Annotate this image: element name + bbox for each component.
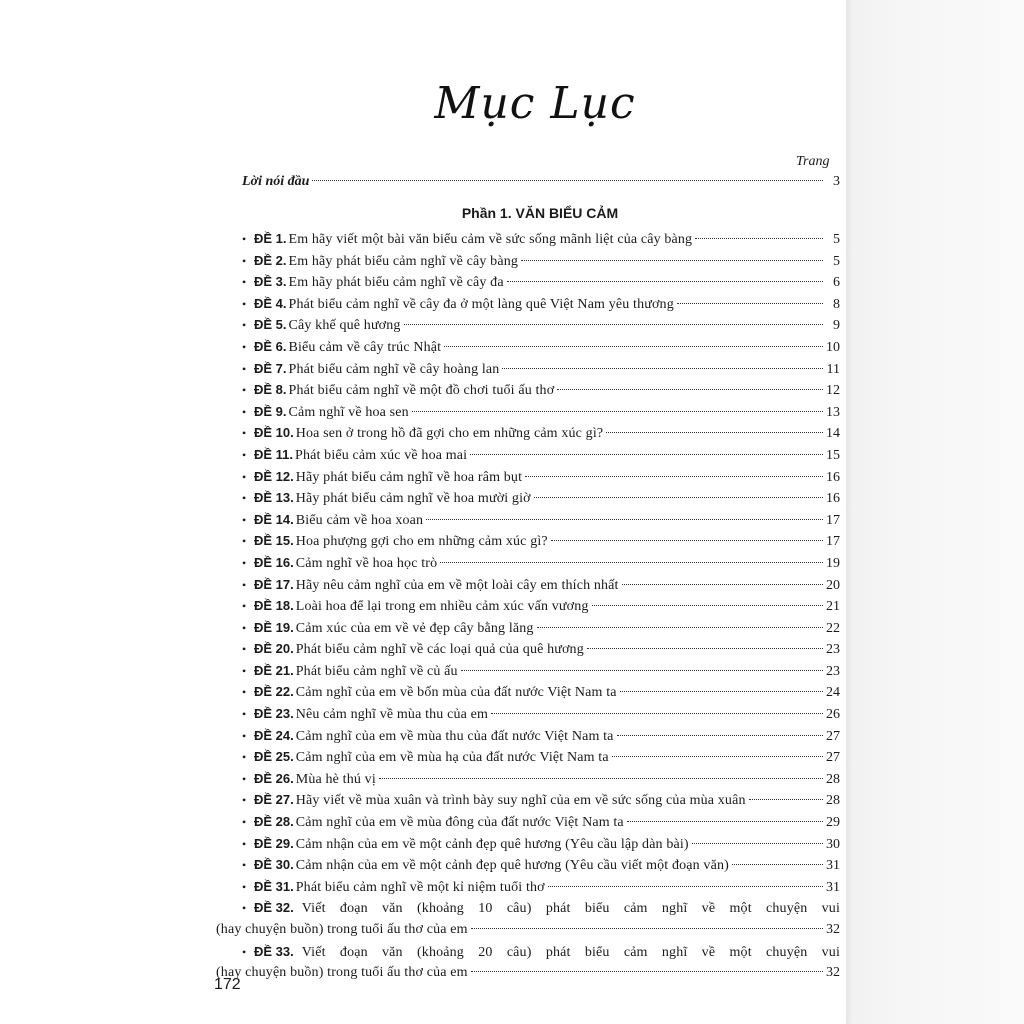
entry-page: 27 <box>826 728 840 744</box>
page-number: 172 <box>214 976 241 993</box>
toc-entry <box>214 466 840 488</box>
entry-page: 11 <box>826 361 840 377</box>
dot-leader <box>548 886 823 887</box>
bullet-icon: • <box>242 836 247 851</box>
entry-label: ĐỀ 2. <box>254 252 287 268</box>
dot-leader <box>525 476 823 477</box>
toc-entry <box>214 552 840 574</box>
toc-entry <box>214 271 840 293</box>
toc-entry <box>214 314 840 336</box>
bullet-icon: • <box>242 296 247 311</box>
entry-text-line1: Viết đoạn văn (khoảng 10 câu) phát biểu cảm nghĩ về một chuyện vui <box>301 901 840 917</box>
entry-label: ĐỀ 26. <box>254 770 294 786</box>
entry-label: ĐỀ 4. <box>254 295 287 311</box>
dot-leader <box>412 411 823 412</box>
intro-label: Lời nói đầu <box>242 174 310 189</box>
entry-label: ĐỀ 21. <box>254 662 294 678</box>
bullet-icon: • <box>242 707 247 722</box>
entry-text: Hãy phát biểu cảm nghĩ về hoa râm bụt <box>295 469 523 485</box>
toc-entry <box>214 854 840 876</box>
toc-entry <box>214 725 840 747</box>
toc-entry <box>214 681 840 703</box>
toc-entry <box>214 293 840 315</box>
dot-leader <box>622 584 823 585</box>
dot-leader <box>617 735 823 736</box>
dot-leader <box>491 713 823 714</box>
entry-page: 30 <box>826 836 840 852</box>
bullet-icon: • <box>242 253 247 268</box>
toc-entry <box>214 574 840 596</box>
toc-entry <box>214 595 840 617</box>
entry-text: Em hãy phát biểu cảm nghĩ về cây bàng <box>288 253 518 269</box>
entry-text: Biểu cảm về hoa xoan <box>295 512 424 528</box>
entry-page: 14 <box>826 426 840 442</box>
bullet-icon: • <box>242 642 247 657</box>
bullet-icon: • <box>242 750 247 765</box>
entry-text: Em hãy phát biểu cảm nghĩ về cây đa <box>288 275 504 291</box>
toc-entry-long <box>214 941 840 963</box>
toc-entry <box>214 487 840 509</box>
entry-page: 31 <box>826 879 840 895</box>
bullet-icon: • <box>242 339 247 354</box>
entry-page: 6 <box>833 275 840 291</box>
entry-page: 8 <box>833 296 840 312</box>
entry-label: ĐỀ 12. <box>254 468 294 484</box>
dot-leader <box>695 238 823 239</box>
toc-entry <box>214 358 840 380</box>
dot-leader <box>627 821 823 822</box>
entry-page: 29 <box>826 815 840 831</box>
entry-label: ĐỀ 23. <box>254 706 294 722</box>
entry-text: Phát biểu cảm nghĩ về một đồ chơi tuổi ấu thơ <box>288 383 555 399</box>
bullet-icon: • <box>242 685 247 700</box>
entry-page: 5 <box>833 232 840 247</box>
entry-page: 23 <box>826 642 840 658</box>
toc-entry <box>214 617 840 639</box>
bullet-icon: • <box>242 793 247 808</box>
entry-label: ĐỀ 17. <box>254 576 294 592</box>
bullet-icon: • <box>242 771 247 786</box>
entry-page: 21 <box>826 599 840 615</box>
page-column-label: Trang <box>796 154 830 169</box>
entry-text: Phát biểu cảm nghĩ về một kỉ niệm tuổi thơ <box>295 879 545 895</box>
dot-leader <box>444 346 823 347</box>
dot-leader <box>534 497 823 498</box>
bullet-icon: • <box>242 383 247 398</box>
entry-page: 12 <box>826 383 840 399</box>
entry-text: Cảm nghĩ về hoa học trò <box>295 555 438 571</box>
entry-text: Phát biểu cảm xúc về hoa mai <box>295 447 468 463</box>
entry-text-line2: (hay chuyện buồn) trong tuổi ấu thơ của em <box>216 922 468 937</box>
entry-page: 9 <box>833 318 840 334</box>
entry-page: 19 <box>826 555 840 571</box>
toc-entry <box>214 768 840 790</box>
toc-entry <box>214 789 840 811</box>
dot-leader <box>470 454 823 455</box>
toc-entry <box>214 833 840 855</box>
bullet-icon: • <box>242 404 247 419</box>
entry-page: 20 <box>826 577 840 593</box>
entry-label: ĐỀ 5. <box>254 317 287 333</box>
toc-entry <box>214 444 840 466</box>
entry-label: ĐỀ 10. <box>254 425 294 441</box>
toc-entry <box>214 379 840 401</box>
dot-leader <box>312 180 823 181</box>
entry-page: 32 <box>826 965 840 981</box>
bullet-icon: • <box>242 232 247 246</box>
dot-leader <box>502 368 823 369</box>
entry-page: 13 <box>826 404 840 420</box>
dot-leader <box>471 971 823 972</box>
toc-entry <box>214 811 840 833</box>
entry-text: Nêu cảm nghĩ về mùa thu của em <box>295 707 489 723</box>
toc-entry <box>214 509 840 531</box>
entry-page: 32 <box>826 922 840 937</box>
entry-text: Hãy nêu cảm nghĩ của em về một loài cây em thích nhất <box>295 577 619 593</box>
bullet-icon: • <box>242 879 247 894</box>
dot-leader <box>440 562 823 563</box>
bullet-icon: • <box>242 512 247 527</box>
entry-label: ĐỀ 7. <box>254 360 287 376</box>
dot-leader <box>379 778 823 779</box>
entry-page: 5 <box>833 253 840 269</box>
entry-text: Cây khế quê hương <box>288 318 401 334</box>
entry-text: Cảm nhận của em về một cảnh đẹp quê hương (Yêu cầu lập dàn bài) <box>295 836 689 852</box>
entry-text: Phát biểu cảm nghĩ về cây hoàng lan <box>288 361 500 377</box>
dot-leader <box>620 691 823 692</box>
entry-text: Em hãy viết một bài văn biểu cảm về sức sống mãnh liệt của cây bàng <box>288 232 693 247</box>
entry-text: Phát biểu cảm nghĩ về củ ấu <box>295 663 458 679</box>
bullet-icon: • <box>242 318 247 333</box>
toc-entry <box>214 876 840 898</box>
entry-label: ĐỀ 20. <box>254 641 294 657</box>
dot-leader <box>461 670 823 671</box>
entry-label: ĐỀ 18. <box>254 598 294 614</box>
dot-leader <box>677 303 823 304</box>
toc-entry <box>214 660 840 682</box>
part-heading: Phần 1. VĂN BIỂU CẢM <box>461 205 619 221</box>
entry-label: ĐỀ 22. <box>254 684 294 700</box>
entry-label: ĐỀ 8. <box>254 382 287 398</box>
entry-text: Hãy phát biểu cảm nghĩ về hoa mười giờ <box>295 491 531 507</box>
book-spine-shadow <box>847 0 1024 1024</box>
entry-text: Cảm nghĩ của em về mùa thu của đất nước Việt Nam ta <box>295 728 614 744</box>
toc-list <box>214 228 840 984</box>
entry-label: ĐỀ 25. <box>254 749 294 765</box>
entry-label: ĐỀ 6. <box>254 338 287 354</box>
entry-page: 23 <box>826 663 840 679</box>
toc-entry <box>214 638 840 660</box>
toc-entry <box>214 422 840 444</box>
entry-label: ĐỀ 11. <box>254 446 294 462</box>
dot-leader <box>749 799 823 800</box>
toc-intro-row <box>242 174 840 192</box>
entry-label: ĐỀ 9. <box>254 403 287 419</box>
bullet-icon: • <box>242 361 247 376</box>
dot-leader <box>426 519 823 520</box>
bullet-icon: • <box>242 858 247 873</box>
bullet-icon: • <box>242 426 247 441</box>
entry-page: 24 <box>826 685 840 701</box>
toc-entry <box>214 250 840 272</box>
dot-leader <box>592 605 823 606</box>
dot-leader <box>404 324 823 325</box>
bullet-icon: • <box>242 728 247 743</box>
entry-page: 16 <box>826 491 840 507</box>
entry-text: Biểu cảm về cây trúc Nhật <box>288 339 442 355</box>
dot-leader <box>587 648 823 649</box>
dot-leader <box>692 843 823 844</box>
toc-entry <box>214 401 840 423</box>
entry-label: ĐỀ 24. <box>254 727 294 743</box>
entry-label: ĐỀ 15. <box>254 533 294 549</box>
entry-page: 31 <box>826 858 840 874</box>
entry-text: Cảm nghĩ về hoa sen <box>288 404 409 420</box>
entry-text: Cảm nghĩ của em về mùa hạ của đất nước Việt Nam ta <box>295 750 609 766</box>
bullet-icon: • <box>242 447 247 462</box>
entry-page: 28 <box>826 793 840 809</box>
bullet-icon: • <box>242 577 247 592</box>
entry-page: 10 <box>826 339 840 355</box>
entry-label: ĐỀ 28. <box>254 814 294 830</box>
dot-leader <box>471 928 823 929</box>
bullet-icon: • <box>242 815 247 830</box>
toc-entry <box>214 530 840 552</box>
toc-entry <box>214 336 840 358</box>
entry-label: ĐỀ 19. <box>254 619 294 635</box>
entry-label: ĐỀ 31. <box>254 878 294 894</box>
entry-label: ĐỀ 14. <box>254 511 294 527</box>
entry-page: 17 <box>826 512 840 528</box>
entry-text: Cảm xúc của em về vẻ đẹp cây bằng lăng <box>295 620 534 636</box>
entry-label: ĐỀ 29. <box>254 835 294 851</box>
dot-leader <box>551 540 823 541</box>
entry-text: Mùa hè thú vị <box>295 771 376 787</box>
entry-label: ĐỀ 30. <box>254 857 294 873</box>
entry-label: ĐỀ 1. <box>254 231 287 246</box>
entry-page: 22 <box>826 620 840 636</box>
entry-text: Hoa sen ở trong hồ đã gợi cho em những cảm xúc gì? <box>295 426 604 442</box>
toc-entry <box>214 228 840 250</box>
toc-entry-long-continuation <box>214 962 840 984</box>
entry-label: ĐỀ 3. <box>254 274 287 290</box>
entry-page: 27 <box>826 750 840 766</box>
entry-label: ĐỀ 16. <box>254 554 294 570</box>
dot-leader <box>606 432 823 433</box>
bullet-icon: • <box>242 620 247 635</box>
dot-leader <box>537 627 823 628</box>
toc-entry <box>214 746 840 768</box>
entry-page: 17 <box>826 534 840 550</box>
entry-text-line1: Viết đoạn văn (khoảng 20 câu) phát biểu cảm nghĩ về một chuyện vui <box>301 944 840 960</box>
entry-text-line2: (hay chuyện buồn) trong tuổi ấu thơ của em <box>216 965 468 981</box>
dot-leader <box>612 756 823 757</box>
toc-entry-long <box>214 897 840 919</box>
bullet-icon: • <box>242 275 247 290</box>
entry-page: 16 <box>826 469 840 485</box>
intro-page: 3 <box>833 174 840 189</box>
entry-text: Hoa phượng gợi cho em những cảm xúc gì? <box>295 534 548 550</box>
dot-leader <box>521 260 823 261</box>
bullet-icon: • <box>242 469 247 484</box>
entry-page: 15 <box>826 447 840 463</box>
entry-text: Cảm nhận của em về một cảnh đẹp quê hương (Yêu cầu viết một đoạn văn) <box>295 858 729 874</box>
entry-label: ĐỀ 33. <box>254 943 294 959</box>
entry-text: Phát biểu cảm nghĩ về cây đa ở một làng quê Việt Nam yêu thương <box>288 296 674 312</box>
entry-text: Phát biểu cảm nghĩ về các loại quả của quê hương <box>295 642 584 658</box>
toc-entry <box>214 703 840 725</box>
toc-entry-long-continuation <box>214 919 840 941</box>
entry-page: 26 <box>826 707 840 723</box>
page-edge <box>846 0 854 1024</box>
entry-label: ĐỀ 27. <box>254 792 294 808</box>
bullet-icon: • <box>242 555 247 570</box>
entry-label: ĐỀ 32. <box>254 900 294 916</box>
dot-leader <box>732 864 823 865</box>
bullet-icon: • <box>242 491 247 506</box>
bullet-icon: • <box>242 599 247 614</box>
entry-text: Cảm nghĩ của em về mùa đông của đất nước Việt Nam ta <box>295 815 624 831</box>
entry-page: 28 <box>826 771 840 787</box>
entry-text: Cảm nghĩ của em về bốn mùa của đất nước Việt Nam ta <box>295 685 617 701</box>
entry-text: Loài hoa để lại trong em nhiều cảm xúc vấn vương <box>295 599 589 615</box>
bullet-icon: • <box>242 663 247 678</box>
entry-label: ĐỀ 13. <box>254 490 294 506</box>
bullet-icon: • <box>242 534 247 549</box>
dot-leader <box>507 281 823 282</box>
dot-leader <box>557 389 823 390</box>
entry-text: Hãy viết về mùa xuân và trình bày suy nghĩ của em về sức sống của mùa xuân <box>295 793 746 809</box>
bullet-icon: • <box>242 944 247 959</box>
page-title: Mục Lục <box>434 78 636 129</box>
bullet-icon: • <box>242 901 247 916</box>
